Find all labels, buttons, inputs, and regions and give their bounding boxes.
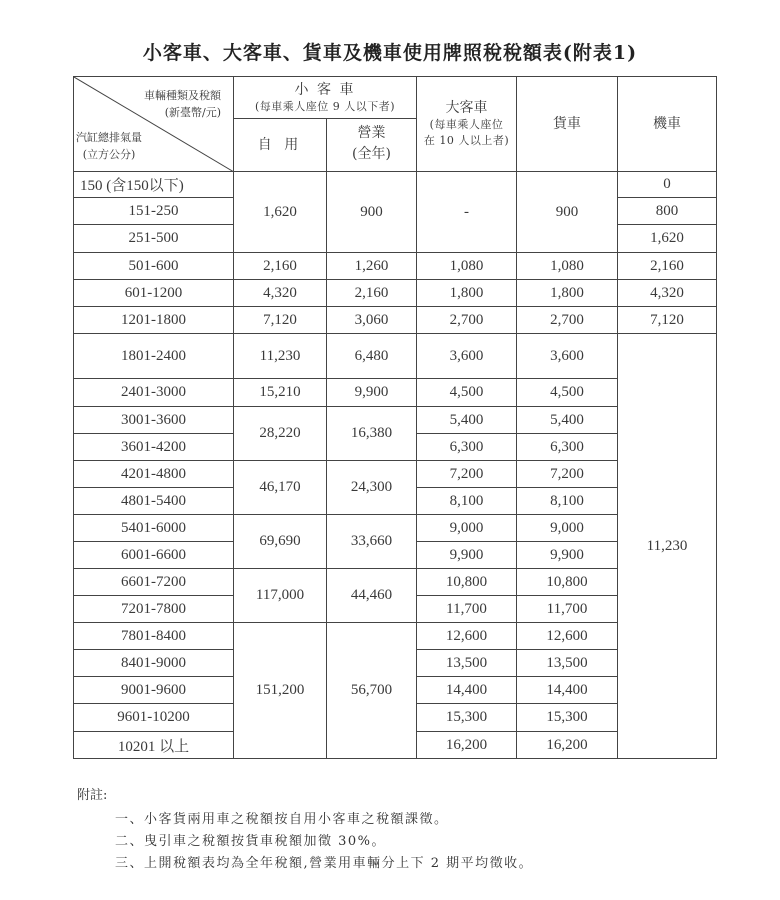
bus-sub1: (每車乘人座位 (429, 118, 504, 131)
bus-cell: 10,800 (417, 569, 517, 596)
private-cell: 15,210 (234, 379, 327, 407)
truck-cell: 13,500 (517, 650, 618, 677)
cc-cell: 9601-10200 (74, 704, 234, 732)
cc-cell: 501-600 (74, 253, 234, 280)
header-private-use: 自 用 (234, 119, 327, 172)
bus-cell: 1,080 (417, 253, 517, 280)
note-item: 三、上開稅額表均為全年稅額,營業用車輛分上下 2 期平均徵收。 (115, 856, 534, 871)
moto-cell: 7,120 (618, 307, 717, 334)
cc-cell: 601-1200 (74, 280, 234, 307)
cc-cell: 9001-9600 (74, 677, 234, 704)
truck-cell: 6,300 (517, 434, 618, 461)
cc-cell: 3601-4200 (74, 434, 234, 461)
diag-bottom-line2: (立方公分) (82, 148, 136, 161)
commercial-cell: 24,300 (327, 461, 417, 515)
bus-label: 大客車 (445, 100, 488, 116)
truck-cell: 8,100 (517, 488, 618, 515)
bus-cell: 7,200 (417, 461, 517, 488)
bus-cell: 2,700 (417, 307, 517, 334)
commercial-cell: 33,660 (327, 515, 417, 569)
bus-cell: 1,800 (417, 280, 517, 307)
moto-cell: 0 (618, 172, 717, 198)
bus-cell: 3,600 (417, 334, 517, 379)
truck-cell: 3,600 (517, 334, 618, 379)
bus-cell: 12,600 (417, 623, 517, 650)
bus-sub2: 在 10 人以上者) (423, 134, 510, 147)
notes-label: 附註: (77, 788, 108, 803)
table-row (74, 307, 717, 334)
cc-cell: 4801-5400 (74, 488, 234, 515)
commercial-sub: (全年) (352, 146, 391, 162)
truck-cell: 15,300 (517, 704, 618, 732)
cc-cell: 10201 以上 (74, 732, 234, 759)
header-commercial (327, 119, 417, 172)
table-row (74, 253, 717, 280)
commercial-cell: 2,160 (327, 280, 417, 307)
header-diagonal-cell (74, 77, 234, 172)
header-small-car (234, 77, 417, 119)
truck-cell: 7,200 (517, 461, 618, 488)
moto-cell: 800 (618, 198, 717, 225)
moto-cell: 4,320 (618, 280, 717, 307)
truck-cell: 11,700 (517, 596, 618, 623)
bus-cell: 16,200 (417, 732, 517, 759)
bus-cell: 6,300 (417, 434, 517, 461)
truck-cell: 10,800 (517, 569, 618, 596)
table-row (74, 334, 717, 379)
commercial-cell: 3,060 (327, 307, 417, 334)
table-row (74, 280, 717, 307)
commercial-cell: 16,380 (327, 407, 417, 461)
moto-cell: 2,160 (618, 253, 717, 280)
truck-cell: 900 (517, 172, 618, 253)
private-cell: 1,620 (234, 172, 327, 253)
cc-cell: 5401-6000 (74, 515, 234, 542)
cc-cell: 7201-7800 (74, 596, 234, 623)
header-bus (417, 77, 517, 172)
private-cell: 4,320 (234, 280, 327, 307)
commercial-cell: 1,260 (327, 253, 417, 280)
table-row (74, 172, 717, 198)
diag-bottom-line1: 汽缸總排氣量 (76, 131, 142, 144)
commercial-label: 營業 (357, 125, 386, 141)
bus-cell: 11,700 (417, 596, 517, 623)
bus-cell: 8,100 (417, 488, 517, 515)
header-truck: 貨車 (517, 77, 618, 172)
truck-cell: 1,080 (517, 253, 618, 280)
cc-cell: 1801-2400 (74, 334, 234, 379)
private-cell: 151,200 (234, 623, 327, 759)
small-car-label: 小 客 車 (294, 81, 356, 98)
commercial-cell: 6,480 (327, 334, 417, 379)
bus-cell: 13,500 (417, 650, 517, 677)
truck-cell: 9,900 (517, 542, 618, 569)
cc-cell: 8401-9000 (74, 650, 234, 677)
diag-top-line1: 車輛種類及稅額 (144, 89, 221, 102)
note-item: 一、小客貨兩用車之稅額按自用小客車之稅額課徵。 (115, 812, 449, 827)
cc-cell: 251-500 (74, 225, 234, 253)
truck-cell: 14,400 (517, 677, 618, 704)
diag-top-line2: (新臺幣/元) (164, 106, 221, 119)
bus-cell: 14,400 (417, 677, 517, 704)
tax-rate-table (73, 76, 717, 759)
bus-cell: 9,000 (417, 515, 517, 542)
bus-cell: 15,300 (417, 704, 517, 732)
cc-cell: 2401-3000 (74, 379, 234, 407)
cc-cell: 7801-8400 (74, 623, 234, 650)
private-cell: 28,220 (234, 407, 327, 461)
moto-cell: 11,230 (618, 334, 717, 759)
private-cell: 2,160 (234, 253, 327, 280)
commercial-cell: 900 (327, 172, 417, 253)
private-cell: 7,120 (234, 307, 327, 334)
cc-cell: 1201-1800 (74, 307, 234, 334)
cc-cell: 4201-4800 (74, 461, 234, 488)
page-title: 小客車、大客車、貨車及機車使用牌照稅稅額表(附表1) (142, 42, 638, 64)
commercial-cell: 56,700 (327, 623, 417, 759)
bus-cell: - (417, 172, 517, 253)
private-cell: 11,230 (234, 334, 327, 379)
moto-cell: 1,620 (618, 225, 717, 253)
header-motorcycle: 機車 (618, 77, 717, 172)
cc-cell: 150 (含150以下) (74, 172, 234, 198)
vehicle-type-label (144, 87, 221, 121)
truck-cell: 16,200 (517, 732, 618, 759)
bus-cell: 5,400 (417, 407, 517, 434)
bus-cell: 4,500 (417, 379, 517, 407)
note-item: 二、曳引車之稅額按貨車稅額加徵 30%。 (115, 834, 387, 849)
cc-cell: 6601-7200 (74, 569, 234, 596)
cc-cell: 6001-6600 (74, 542, 234, 569)
commercial-cell: 9,900 (327, 379, 417, 407)
cc-cell: 151-250 (74, 198, 234, 225)
displacement-label (76, 129, 142, 163)
private-cell: 117,000 (234, 569, 327, 623)
truck-cell: 1,800 (517, 280, 618, 307)
private-cell: 46,170 (234, 461, 327, 515)
truck-cell: 4,500 (517, 379, 618, 407)
commercial-cell: 44,460 (327, 569, 417, 623)
small-car-sub: (每車乘人座位 9 人以下者) (254, 99, 396, 113)
truck-cell: 2,700 (517, 307, 618, 334)
bus-cell: 9,900 (417, 542, 517, 569)
private-cell: 69,690 (234, 515, 327, 569)
notes-section (77, 784, 533, 875)
truck-cell: 5,400 (517, 407, 618, 434)
cc-cell: 3001-3600 (74, 407, 234, 434)
truck-cell: 9,000 (517, 515, 618, 542)
truck-cell: 12,600 (517, 623, 618, 650)
